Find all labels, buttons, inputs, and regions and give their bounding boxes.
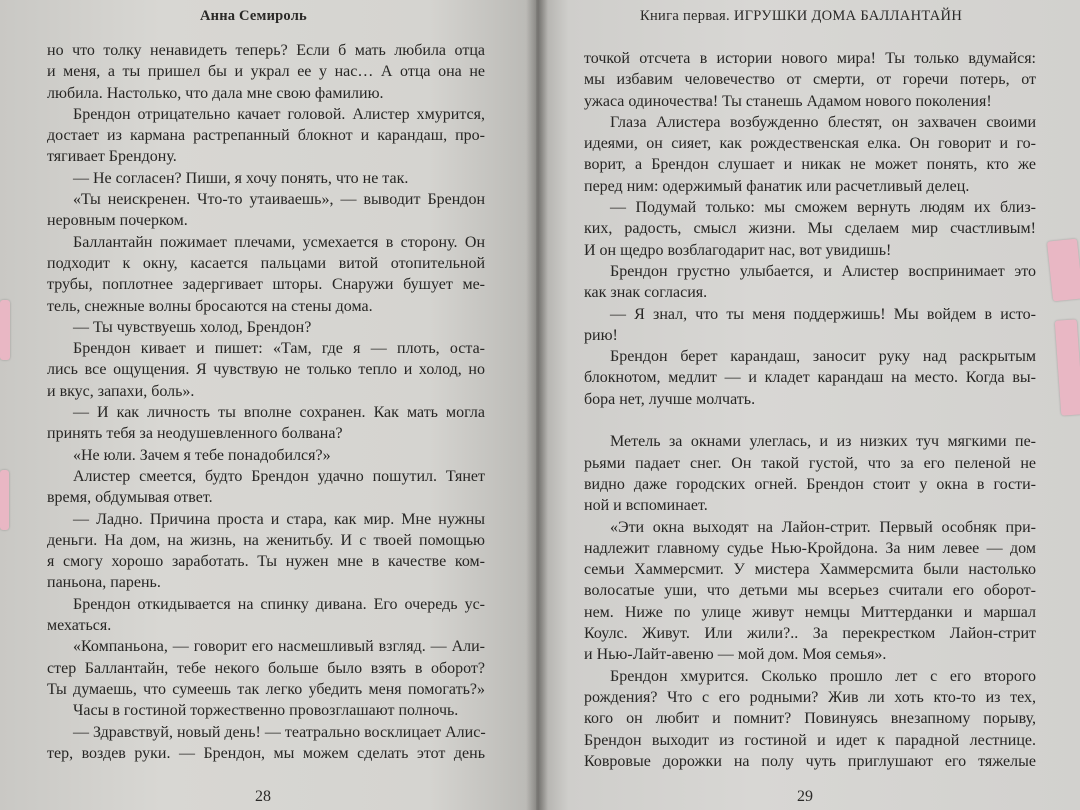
text-line: я смогу хорошо заработать. Ты нужен мне в качестве ком- [47,553,485,571]
text-line: — Ладно. Причина проста и стара, как мир. Мне нужны [73,510,485,528]
right-sticky-tab-upper [1047,239,1080,302]
text-line: видно даже городских огней. Брендон стоит у окна в гости- [584,475,1036,493]
text-line [584,410,1036,431]
text-line: мы избавим человечество от смерти, от горечи потерь, от [584,71,1036,89]
left-page-text [47,40,485,764]
text-line: неровным почерком. [47,212,188,230]
text-line: Алистер смеется, будто Брендон удачно пошутил. Тянет [73,467,485,485]
left-page [0,0,536,810]
text-line: рию! [584,326,618,344]
text-line: нем. Ниже по улице живут немцы Миттерданки и маршал [584,603,1036,621]
right-page [536,0,1080,810]
text-line: «Эти окна выходят на Лайон-стрит. Первый особняк при- [610,518,1036,536]
text-line: Брендон хмурится. Сколько прошло лет с его второго [610,667,1036,685]
text-line: и вкус, запахи, боль». [47,382,195,400]
text-line: и Нью-Лайт-авеню — мой дом. Моя семья». [584,646,887,664]
text-line: «Компаньона, — говорит его насмешливый взгляд. — Али- [73,638,485,656]
text-line: ких, радость, смысл жизни. Мы сделаем мир счастливым! [584,220,1036,238]
text-line: трубы, поплотнее задергивает шторы. Снаружи бушует ме- [47,276,485,294]
left-running-header: Анна Семироль [200,8,307,24]
text-line: паньона, парень. [47,574,161,592]
text-line: подходит к окну, касается пальцами витой отопительной [47,254,485,272]
text-line: ной и вспоминает. [584,497,708,515]
text-line: Ковровые дорожки на полу чуть приглушают его тяжелые [584,752,1036,770]
text-line: принять тебя за неодушевленного болвана? [47,425,343,443]
text-line: — Я знал, что ты меня поддержишь! Мы войдем в исто- [610,305,1036,323]
text-line: кого он любит и помнит? Повинуясь внезапному порыву, [584,710,1036,728]
text-line: волосатые уши, что детьми мы всерьез считали его оборот- [584,582,1036,600]
text-line: Брендон выходит из гостиной и идет к парадной лестнице. [584,731,1036,749]
text-line: семьи Хаммерсмит. У мистера Хаммерсмита были настолько [584,561,1036,579]
text-line: «Не юли. Зачем я тебе понадобился?» [73,446,331,464]
text-line: точкой отсчета в истории нового мира! Ты только вдумайся: [584,50,1036,67]
text-line: — Здравствуй, новый день! — театрально восклицает Алис- [73,723,486,741]
text-line: — И как личность ты вполне сохранен. Как мать могла [73,404,485,422]
text-line: но что толку ненавидеть теперь? Если б мать любила отца [47,42,485,59]
text-line: деньги. На дом, на жизнь, на женитьбу. И с твоей помощью [47,531,485,549]
text-line: ворит, а Брендон слушает и никак не может понять, кто же [584,156,1036,174]
text-line: Брендон кивает и пишет: «Там, где я — плоть, оста- [73,340,485,358]
right-page-number: 29 [797,788,813,805]
text-line: идеями, он сияет, как рождественская елка. Он говорит и го- [584,135,1036,153]
text-line: время, обдумывая ответ. [47,489,213,507]
text-line: Ты думаешь, что сумеешь так легко убедить меня помогать?» [47,680,485,698]
text-line: тель, снежные волны бросаются на стены дома. [47,297,373,315]
text-line: лись все ощущения. Я чувствую не только тепло и холод, но [47,361,485,379]
text-line: — Подумай только: мы сможем вернуть людям их близ- [610,199,1036,217]
left-sticky-tab-lower [0,470,9,530]
text-line: Брендон берет карандаш, заносит руку над раскрытым [610,348,1036,366]
text-line: Баллантайн пожимает плечами, усмехается в сторону. Он [73,233,485,251]
text-line: ужаса одиночества! Ты станешь Адамом нового поколения! [584,92,992,110]
text-line: Брендон грустно улыбается, и Алистер воспринимает это [610,262,1036,280]
left-sticky-tab-upper [0,300,10,360]
text-line: перед ним: одержимый фанатик или расчетливый делец. [584,177,970,195]
text-line: И он щедро возблагодарит нас, вот увидишь! [584,241,892,259]
left-page-number: 28 [255,788,271,805]
text-line: рьями падает снег. Он такой густой, что за его пеленой не [584,454,1036,472]
text-line: Коулс. Живут. Или жили?.. За перекрестком Лайон-стрит [584,625,1036,643]
text-line: Метель за окнами улеглась, и из низких туч мягкими пе- [610,433,1036,451]
text-line: мехаться. [47,617,112,635]
text-line: Часы в гостиной торжественно провозглашают полночь. [73,702,459,720]
text-line: блокнотом, медлит — и кладет карандаш на место. Когда вы- [584,369,1036,387]
book-gutter [526,0,548,810]
text-line: рождения? Что с его родными? Жив ли хоть кто-то из тех, [584,688,1036,706]
text-line: — Ты чувствуешь холод, Брендон? [73,318,312,336]
right-page-text [584,48,1036,772]
text-line: — Не согласен? Пиши, я хочу понять, что не так. [73,169,409,187]
text-line: любила. Настолько, что дала мне свою фамилию. [47,84,384,102]
text-line: стер Баллантайн, тебе некого больше было взять в оборот? [47,659,485,677]
text-line: Брендон отрицательно качает головой. Алистер хмурится, [73,105,485,123]
text-line: бора нет, лучше молчать. [584,390,756,408]
text-line: Глаза Алистера возбужденно блестят, он захвачен своими [610,113,1036,131]
text-line: Брендон откидывается на спинку дивана. Его очередь ус- [73,595,485,613]
text-line: тер, воздев руки. — Брендон, мы можем сделать этот день [47,744,485,762]
text-line: и меня, а ты пришел бы и украл ее у нас… А отца она не [47,63,485,81]
text-line: «Ты неискренен. Что-то утаиваешь», — выводит Брендон [73,191,485,209]
right-running-header: Книга первая. ИГРУШКИ ДОМА БАЛЛАНТАЙН [640,8,963,24]
text-line: тягивает Брендону. [47,148,177,166]
text-line: надлежит главному судье Нью-Кройдона. За ним левее — дом [584,539,1036,557]
text-line: как знак согласия. [584,284,708,302]
text-line: достает из кармана растрепанный блокнот и карандаш, про- [47,127,485,145]
